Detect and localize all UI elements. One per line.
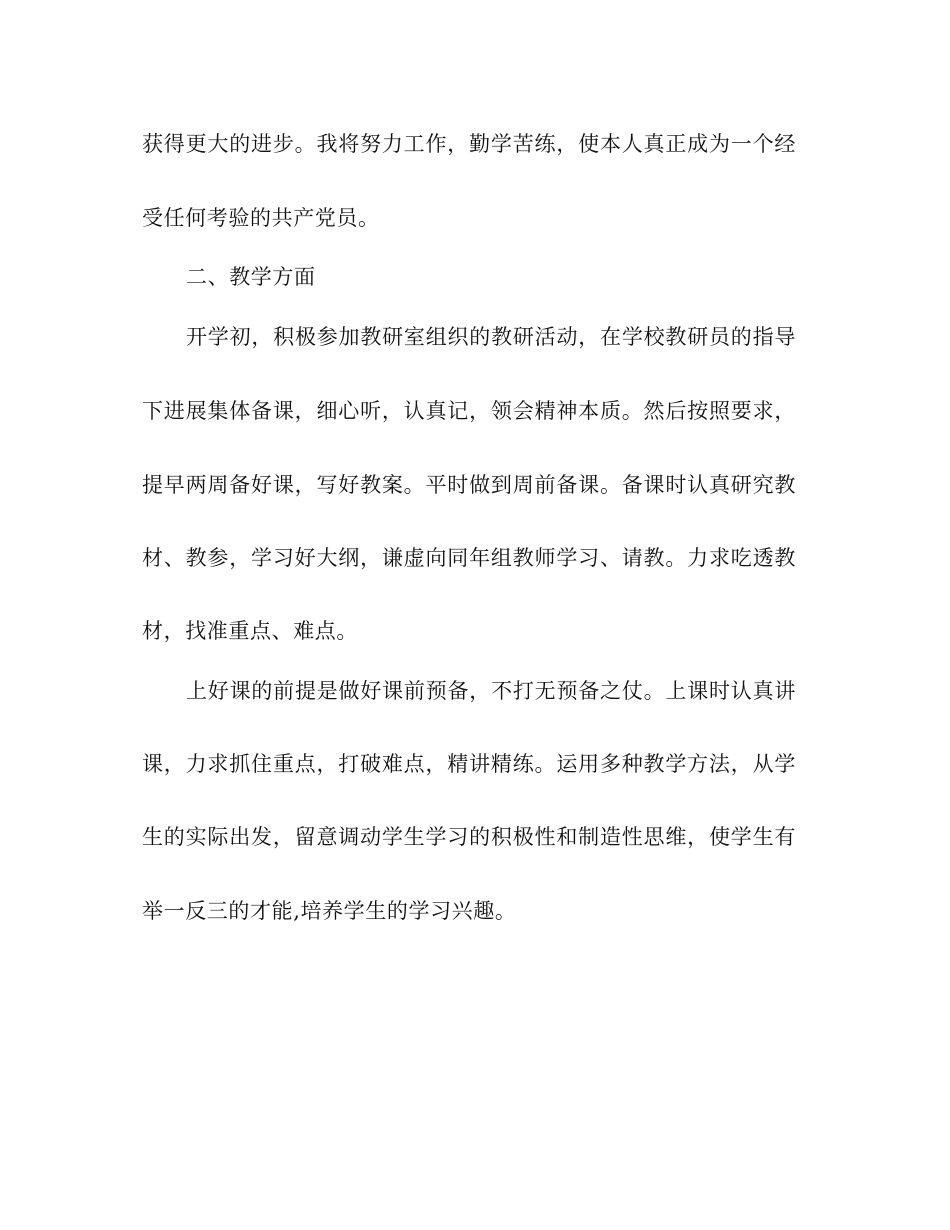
paragraph-line: 提早两周备好课，写好教案。平时做到周前备课。备课时认真研究教 — [142, 473, 796, 497]
paragraph-line: 开学初，积极参加教研室组织的教研活动，在学校教研员的指导 — [186, 325, 796, 349]
paragraph-line: 下进展集体备课，细心听，认真记，领会精神本质。然后按照要求， — [142, 399, 796, 423]
paragraph-line: 生的实际出发，留意调动学生学习的积极性和制造性思维，使学生有 — [142, 825, 796, 849]
paragraph-line: 材，找准重点、难点。 — [142, 619, 358, 643]
section-heading: 二、教学方面 — [186, 265, 316, 289]
paragraph-line: 举一反三的才能,培养学生的学习兴趣。 — [142, 899, 517, 923]
paragraph-line: 上好课的前提是做好课前预备，不打无预备之仗。上课时认真讲 — [186, 679, 796, 703]
paragraph-line: 材、教参，学习好大纲，谦虚向同年组教师学习、请教。力求吃透教 — [142, 546, 796, 570]
paragraph-line: 受任何考验的共产党员。 — [142, 206, 380, 230]
paragraph-line: 获得更大的进步。我将努力工作，勤学苦练，使本人真正成为一个经 — [142, 132, 796, 156]
paragraph-line: 课，力求抓住重点，打破难点，精讲精练。运用多种教学方法，从学 — [142, 752, 796, 776]
